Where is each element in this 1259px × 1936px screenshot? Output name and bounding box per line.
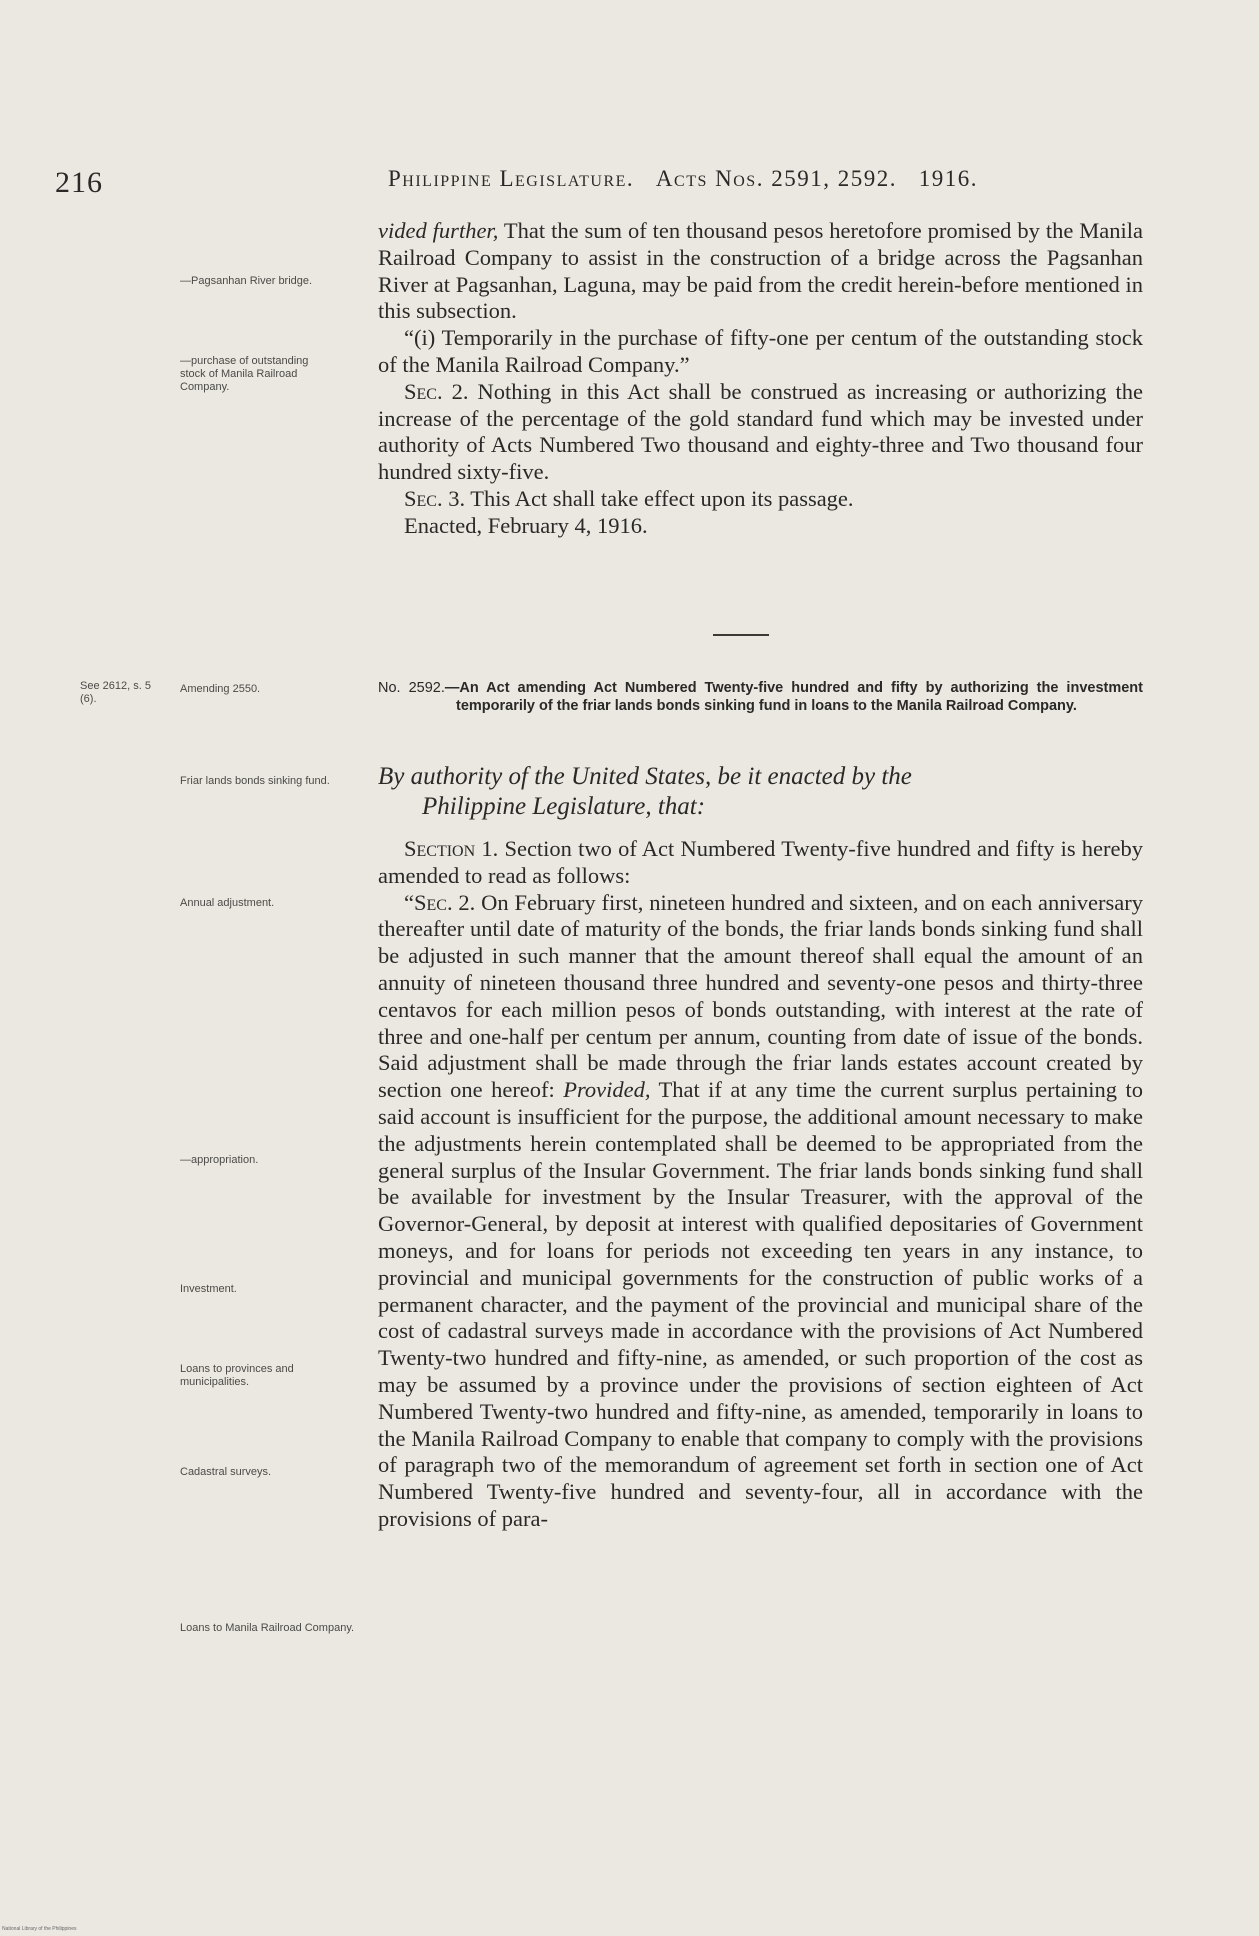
margin-note-investment: Investment.: [180, 1283, 237, 1295]
enacting-line-2: Philippine Legislature, that:: [422, 793, 706, 820]
side-reference: See 2612, s. 5 (6).: [80, 680, 151, 705]
margin-note-appropriation: —appropriation.: [180, 1154, 259, 1166]
page-number: 216: [55, 166, 103, 199]
paragraph-subsection-i: “(i) Temporarily in the purchase of fifty-one per centum of the outstanding stock of the Manila Railroad Company.”: [378, 325, 1143, 377]
act-title: [378, 679, 1143, 715]
paragraph-enacted: Enacted, February 4, 1916.: [404, 512, 648, 538]
provided-italic: Provided,: [563, 1077, 651, 1103]
enacting-clause: [378, 762, 1143, 822]
proviso-italic: vided further,: [378, 218, 499, 243]
margin-note-loans-railroad: Loans to Manila Railroad Company.: [180, 1622, 355, 1634]
margin-note-annual-adjustment: Annual adjustment.: [180, 897, 275, 909]
margin-note-amending: Amending 2550.: [180, 683, 261, 695]
margin-note-friar-lands: Friar lands bonds sinking fund.: [180, 775, 330, 787]
paragraph-sec-2: Sec. 2. Nothing in this Act shall be construed as increasing or authorizing the increase of the percentage of the gold standard fund which may be invested under authority of Acts Numbered Two thousand and eighty-three and Two thousand four hundred sixty-five.: [378, 378, 1143, 485]
running-head-year: 1916.: [918, 166, 978, 191]
running-head-acts: Acts Nos. 2591, 2592.: [655, 166, 897, 191]
act-number: No. 2592.: [378, 680, 445, 696]
section-divider: [713, 634, 769, 636]
footer-credit: National Library of the Philippines: [2, 1926, 77, 1932]
act-title-text: —An Act amending Act Numbered Twenty-five hundred and fifty by authorizing the investment temporarily of the friar lands bonds sinking fund in loans to the Manila Railroad Company.: [444, 680, 1143, 714]
margin-note-purchase: —purchase of outstanding stock of Manila Railroad Company.: [180, 355, 309, 393]
paragraph-section-1: Section 1. Section two of Act Numbered Twenty-five hundred and fifty is hereby amended to read as follows:: [378, 836, 1143, 888]
paragraph-amended-sec-2: “Sec. 2. On February first, nineteen hundred and sixteen, and on each anniversary thereafter until date of maturity of the bonds, the friar lands bonds sinking fund shall be adjusted in such manner that the amount thereof shall equal the amount of an annuity of nineteen thousand three hundred and seventy-one pesos and thirty-three centavos for each million pesos of bonds outstanding, with interest at the rate of three and one-half per centum per annum, counting from date of issue of the bonds. Said adjustment shall be made through the friar lands estates account created by section one hereof: Provided, That if at any time the current surplus pertaining to said account is insufficient for the purpose, the additional amount necessary to make the adjustments herein contemplated shall be deemed to be appropriated from the general surplus of the Insular Government. The friar lands bonds sinking fund shall be available for investment by the Insular Treasurer, with the approval of the Governor-General, by deposit at interest with qualified depositaries of Government moneys, and for loans for periods not exceeding ten years in any instance, to provincial and municipal governments for the construction of public works of a permanent character, and the payment of the provincial and municipal share of the cost of cadastral surveys made in accordance with the provisions of Act Numbered Twenty-two hundred and fifty-nine, as amended, or such proportion of the cost as may be assumed by a province under the provisions of section eighteen of Act Numbered Twenty-two hundred and fifty-nine, as amended, temporarily in loans to the Manila Railroad Company to enable that company to comply with the provisions of paragraph two of the memorandum of agreement set forth in section one of Act Numbered Twenty-five hundred and seventy-four, all in accordance with the provisions of para-: [378, 889, 1143, 1531]
enacting-line-1: By authority of the United States, be it enacted by the: [378, 763, 912, 790]
continued-text-block: [378, 218, 1143, 540]
section-one-block: [378, 836, 1143, 1533]
paragraph-proviso: vided further, That the sum of ten thousand pesos heretofore promised by the Manila Railroad Company to assist in the construction of a bridge across the Pagsanhan River at Pagsanhan, Laguna, may be paid from the credit herein-before mentioned in this subsection.: [378, 218, 1143, 324]
margin-note-cadastral: Cadastral surveys.: [180, 1466, 272, 1478]
running-head: [388, 166, 978, 192]
margin-note-pagsanhan: —Pagsanhan River bridge.: [180, 275, 313, 287]
running-head-legislature: Philippine Legislature.: [388, 166, 635, 191]
margin-note-loans-provinces: Loans to provinces and municipalities.: [180, 1363, 294, 1388]
paragraph-sec-3: Sec. 3. This Act shall take effect upon its passage.: [404, 485, 854, 511]
